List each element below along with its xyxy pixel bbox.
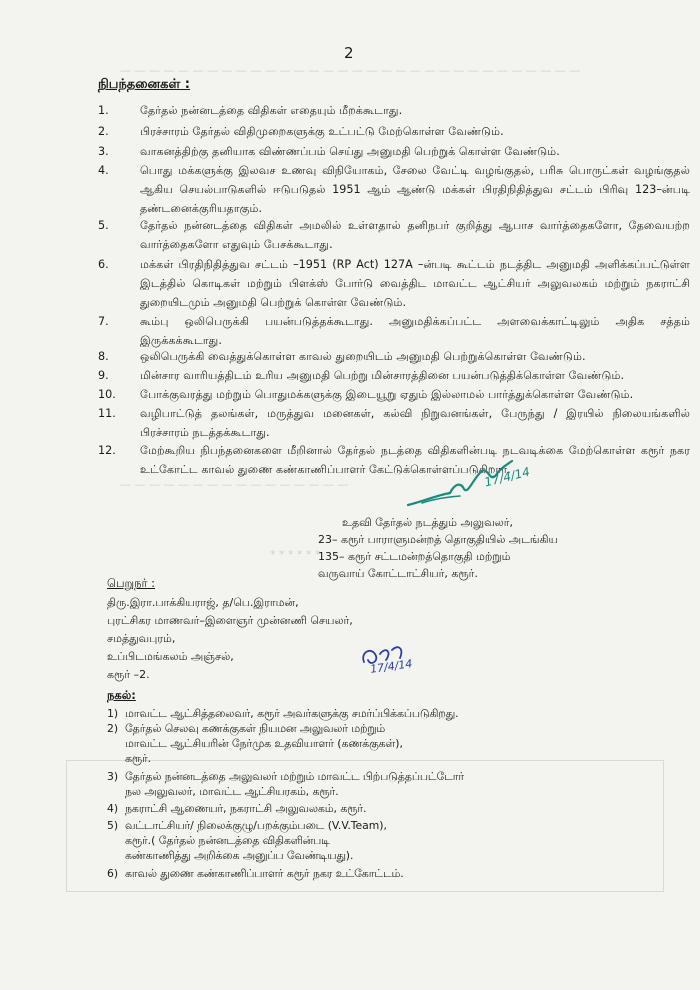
copy-text: நகராட்சி ஆணையர், நகராட்சி அலுவலகம், கரூர். [125,802,367,815]
condition-text: போக்குவரத்து மற்றும் பொதுமக்களுக்கு இடையூறு ஏதும் இல்லாமல் பார்த்துக்கொள்ள வேண்டும். [140,388,634,401]
copy-number: 5) [107,819,119,832]
copy-text: மாவட்ட ஆட்சித்தலைவர், கரூர் அவர்களுக்கு சமர்ப்பிக்கப்படுகிறது. [125,707,459,720]
conditions-heading: நிபந்தனைகள் : [98,77,190,92]
condition-text: வழிபாட்டுத் தலங்கள், மருத்துவ மனைகள், கல்வி நிறுவனங்கள், பேருந்து / இரயில் நிலையங்களில் பிரச்சாரம் நடத்தக்கூடாது. [140,407,690,439]
copy-number: 2) [107,722,119,735]
copy-text: மாவட்ட ஆட்சியரின் நேர்முக உதவியாளர் (கணக்குகள்), [125,737,403,750]
initial-date: 17/4/14 [369,657,414,676]
signature-mark [404,455,534,515]
copy-text: காவல் துணை கண்காணிப்பாளர் கரூர் நகர உட்கோட்டம். [125,867,404,880]
copy-heading: நகல்: [107,688,136,702]
signatory-line: 135– கரூர் சட்டமன்றத்தொகுதி மற்றும் [318,550,511,563]
signatory-line: 23– கரூர் பாராளுமன்றத் தொகுதியில் அடங்கிய [318,533,558,546]
condition-text: தேர்தல் நன்னடத்தை விதிகள் எதையும் மீறக்கூடாது. [140,104,403,117]
recipient-line: சமத்துவபுரம், [107,632,176,645]
condition-number: 3. [98,145,109,158]
recipient-line: புரட்சிகர மாணவர்–இளைஞர் முன்னணி செயலர், [107,614,353,627]
bleed-through-text: — — — — — — — — — — — — — — — — [120,478,349,491]
condition-number: 4. [98,164,109,177]
condition-text: ஒலிபெருக்கி வைத்துக்கொள்ள காவல் துறையிடம் அனுமதி பெற்றுக்கொள்ள வேண்டும். [140,350,586,363]
condition-number: 8. [98,350,109,363]
condition-number: 9. [98,369,109,382]
copy-number: 6) [107,867,119,880]
condition-text: வாகனத்திற்கு தனியாக விண்ணப்பம் செய்து அனுமதி பெற்றுக் கொள்ள வேண்டும். [140,145,560,158]
bleed-through-text: — — — — — — — — — — — — — — — — — — — — — — — — — — — — — — — — [120,64,581,77]
condition-text: மேற்கூறிய நிபந்தனைகளை மீறினால் தேர்தல் நடத்தை விதிகளின்படி நடவடிக்கை மேற்கொள்ள கரூர் நகர உட்கோட்ட காவல் துணை கண்காணிப்பாளர் கேட்டுக்கொள்ளப்படுகிறார். [140,444,690,476]
condition-text: மக்கள் பிரதிநிதித்துவ சட்டம் –1951 (RP Act) 127A –ன்படி கூட்டம் நடத்திட அனுமதி அளிக்கப்பட்டுள்ள இடத்தில் கொடிகள் மற்றும் பிளக்ஸ் போர்டு வைத்திட மாவட்ட ஆட்சியர் அலுவலகம் மற்றும் நகராட்சி துறையிடமும் அனுமதி பெற்றுக் கொள்ள வேண்டும். [140,258,690,309]
condition-number: 2. [98,125,109,138]
condition-text: கூம்பு ஒலிபெருக்கி பயன்படுத்தக்கூடாது. அனுமதிக்கப்பட்ட அளவைக்காட்டிலும் அதிக சத்தம் இருக்கக்கூடாது. [140,315,690,347]
copy-text: கண்காணித்து அறிக்கை அனுப்ப வேண்டியது). [125,849,354,862]
condition-text: தேர்தல் நன்னடத்தை விதிகள் அமலில் உள்ளதால் தனிநபர் குறித்து ஆபாச வார்த்தைகளோ, தேவையற்ற வார்த்தைகளோ எதுவும் பேசக்கூடாது. [140,219,690,251]
bleed-through-text: * * * * * * [270,548,321,561]
page-number: 2 [344,44,354,62]
condition-number: 5. [98,219,109,232]
condition-text: பொது மக்களுக்கு இலவச உணவு விநியோகம், சேலை வேட்டி வழங்குதல், பரிசு பொருட்கள் வழங்குதல் ஆகிய செயல்பாடுகளில் ஈடுபடுதல் 1951 ஆம் ஆண்டு மக்கள் பிரதிநிதித்துவ சட்டம் பிரிவு 123–ன்படி தண்டனைக்குரியதாகும். [140,164,690,215]
condition-text: மின்சார வாரியத்திடம் உரிய அனுமதி பெற்று மின்சாரத்தினை பயன்படுத்திக்கொள்ள வேண்டும். [140,369,625,382]
copy-number: 3) [107,770,119,783]
condition-number: 12. [98,444,116,457]
recipient-line: திரு.இரா.பாக்கியராஜ், த/பெ.இராமன், [107,596,299,609]
signatory-line: வருவாய் கோட்டாட்சியர், கரூர். [318,567,478,580]
copy-text: கரூர். [125,752,152,765]
signatory-line: உதவி தேர்தல் நடத்தும் அலுவலர், [342,516,513,529]
copy-number: 1) [107,707,119,720]
condition-number: 6. [98,258,109,271]
copy-text: வட்டாட்சியர்/ நிலைக்குழு/பறக்கும்படை (V.V.Team), [125,819,387,832]
condition-number: 7. [98,315,109,328]
signature-date: 17/4/14 [482,464,532,490]
recipient-line: கரூர் –2. [107,668,150,681]
condition-number: 10. [98,388,116,401]
copy-text: நல அலுவலர், மாவட்ட ஆட்சியரகம், கரூர். [125,785,339,798]
copy-number: 4) [107,802,119,815]
recipient-line: உப்பிடமங்கலம் அஞ்சல், [107,650,234,663]
condition-number: 1. [98,104,109,117]
copy-text: கரூர்.( தேர்தல் நன்னடத்தை விதிகளின்படி [125,834,330,847]
condition-number: 11. [98,407,116,420]
copy-text: தேர்தல் செலவு கணக்குகள் நியமன அலுவலர் மற்றும் [125,722,386,735]
condition-text: பிரச்சாரம் தேர்தல் விதிமுறைகளுக்கு உட்பட்டு மேற்கொள்ள வேண்டும். [140,125,504,138]
recipient-heading: பெறுநர் : [107,576,156,590]
copy-text: தேர்தல் நன்னடத்தை அலுவலர் மற்றும் மாவட்ட பிற்படுத்தப்பட்டோர் [125,770,465,783]
